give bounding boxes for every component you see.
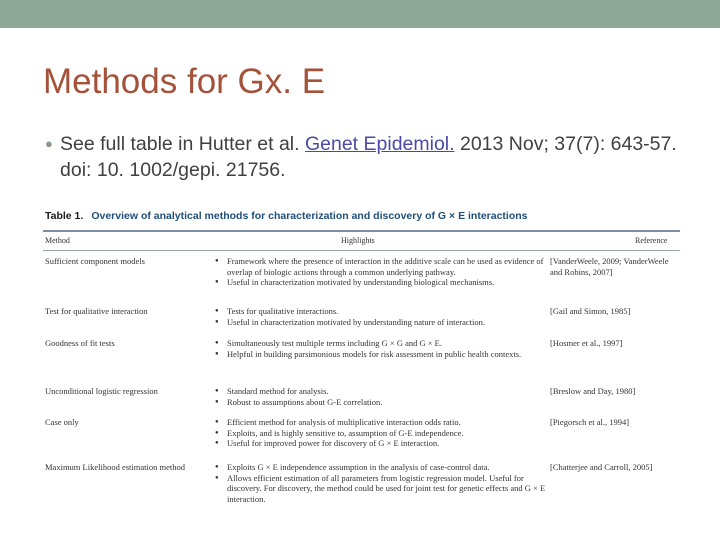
header-method: Method [45, 236, 70, 245]
table-label: Table 1. [45, 210, 84, 222]
row-method: Case only [45, 417, 79, 427]
table-row [43, 462, 680, 512]
table-row [43, 306, 680, 338]
table-row [43, 417, 680, 462]
row-highlight: ● Standard method for analysis. [213, 386, 553, 397]
row-highlights [213, 462, 553, 504]
table-row [43, 386, 680, 417]
row-highlight: ● Useful in characterization motivated by understanding biological mechanisms. [213, 277, 553, 288]
row-method: Test for qualitative interaction [45, 306, 148, 316]
row-highlights [213, 338, 553, 359]
row-highlight: ● Efficient method for analysis of multiplicative interaction odds ratio. [213, 417, 553, 428]
row-highlight: ● Robust to assumptions about G-E correlation. [213, 397, 553, 408]
top-accent-bar [0, 0, 720, 28]
row-highlights [213, 306, 553, 327]
row-highlight: ● Exploits, and is highly sensitive to, assumption of G-E independence. [213, 428, 553, 439]
row-highlight: ● Framework where the presence of interaction in the additive scale can be used as evidence of overlap of biologic actions through a common underlying pathway. [213, 256, 553, 277]
row-highlight: ● Allows efficient estimation of all parameters from logistic regression model. Useful for discovery. For discovery, the method could be used for joint test for genetic effects and G × E interaction. [213, 473, 553, 505]
row-highlight: ● Useful in characterization motivated by understanding nature of interaction. [213, 317, 553, 328]
bullet-item [45, 131, 695, 183]
table-header [43, 232, 680, 250]
bullet-dot-icon: ● [45, 136, 53, 151]
row-reference: [Gail and Simon, 1985] [550, 306, 631, 316]
row-method: Maximum Likelihood estimation method [45, 462, 185, 472]
header-highlights: Highlights [341, 236, 375, 245]
row-reference: [Breslow and Day, 1980] [550, 386, 636, 396]
bullet-prefix: See full table in Hutter et al. [60, 133, 305, 155]
table-header-rule [43, 250, 680, 251]
row-reference: [VanderWeele, 2009; VanderWeele and Robins, 2007] [550, 256, 669, 277]
journal-link[interactable]: Genet Epidemiol. [304, 133, 455, 155]
table-caption-title: Overview of analytical methods for characterization and discovery of G × E interactions [91, 210, 528, 222]
table-row [43, 338, 680, 386]
row-highlights [213, 386, 553, 407]
row-highlight: ● Tests for qualitative interactions. [213, 306, 553, 317]
row-reference: [Chatterjee and Carroll, 2005] [550, 462, 653, 472]
bullet-text [60, 131, 695, 183]
row-reference: [Hosmer et al., 1997] [550, 338, 623, 348]
row-highlight: ● Simultaneously test multiple terms including G × G and G × E. [213, 338, 553, 349]
table-caption [43, 210, 680, 226]
row-highlights [213, 256, 553, 288]
row-method: Sufficient component models [45, 256, 145, 266]
bullet-suffix: 2013 Nov; 37(7): 643-57. doi: 10. 1002/gepi. 21756. [60, 133, 677, 181]
row-method: Goodness of fit tests [45, 338, 115, 348]
row-reference: [Piegorsch et al., 1994] [550, 417, 630, 427]
row-highlight: ● Helpful in building parsimonious models for risk assessment in public health contexts. [213, 349, 553, 360]
row-method: Unconditional logistic regression [45, 386, 158, 396]
row-highlights [213, 417, 553, 449]
slide-title: Methods for Gx. E [43, 62, 326, 101]
header-reference: Reference [635, 236, 668, 245]
methods-table-image [43, 210, 680, 512]
table-row [43, 256, 680, 306]
row-highlight: ● Exploits G × E independence assumption in the analysis of case-control data. [213, 462, 553, 473]
row-highlight: ● Useful for improved power for discovery of G × E interaction. [213, 438, 553, 449]
